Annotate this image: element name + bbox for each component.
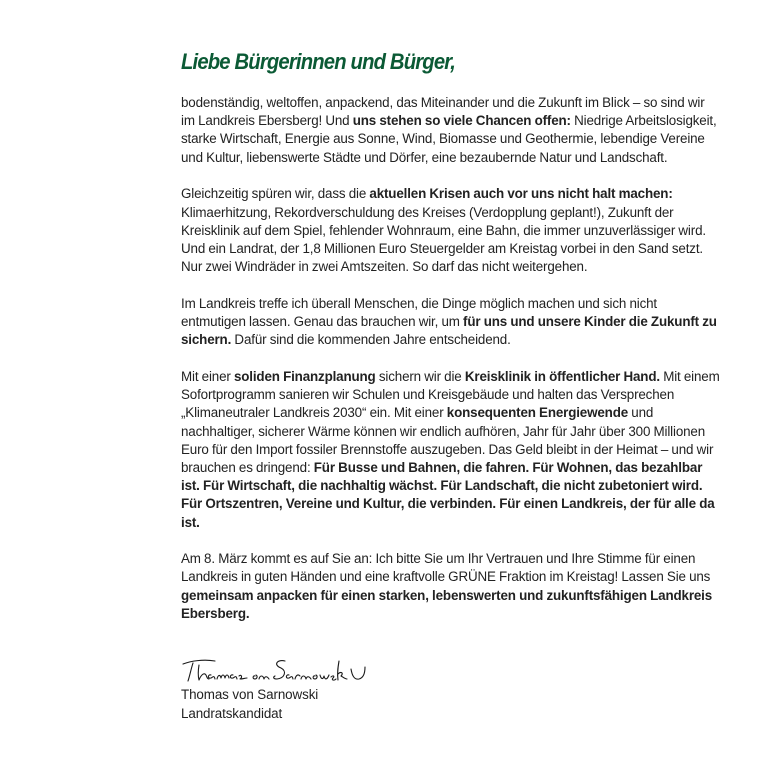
signature-block — [181, 655, 721, 723]
letter — [181, 48, 721, 723]
paragraph-program — [181, 368, 721, 532]
text-segment: Im Landkreis treffe ich überall Menschen, die Dinge möglich machen und sich nicht entmutigen lassen. Genau das brauchen wir, um — [181, 295, 657, 330]
paragraph-chances — [181, 94, 721, 167]
letter-body — [181, 94, 721, 623]
text-segment: Am 8. März kommt es auf Sie an: Ich bitte Sie um Ihr Vertrauen und Ihre Stimme für einen Landkreis in guten Händen und eine kraftvolle GRÜNE Fraktion im Kreistag! Lassen Sie uns — [181, 551, 711, 585]
text-segment: Klimaerhitzung, Rekordverschuldung des Kreises (Verdopplung geplant!), Zukunft der Kreisklinik auf dem Spiel, fehlender Wohnraum, eine Bahn, die immer unzuverlässiger wird. Und ein Landrat, der 1,8 Millionen Euro Steuergelder am Kreistag vorbei in den Sand setzt. Nur zwei Windräder in zwei Amtszeiten. So darf das nicht weitergehen. — [181, 204, 706, 275]
signer-title: Landratskandidat — [181, 706, 283, 722]
text-segment: und nachhaltiger, sicherer Wärme können wir endlich aufhören, Jahr für Jahr über 300 Millionen Euro für den Import fossiler Brennstoffe auszugeben. Das Geld bleibt in der Heimat – und wir brauchen es dringend: — [181, 405, 714, 475]
text-segment: Dafür sind die kommenden Jahre entscheidend. — [231, 332, 511, 348]
text-segment: Mit einem Sofortprogramm sanieren wir Schulen und Kreisgebäude und halten das Versprechen „Klimaneutraler Landkreis 2030“ ein. Mit einer — [181, 368, 720, 421]
emphasis-segment: für uns und unsere Kinder die Zukunft zu sichern. — [181, 314, 717, 348]
text-segment: Mit einer — [181, 368, 234, 384]
text-segment: bodenständig, weltoffen, anpackend, das Miteinander und die Zukunft im Blick – so sind wir im Landkreis Ebersberg! Und — [181, 95, 705, 129]
emphasis-segment: konsequenten Energiewende — [446, 405, 629, 421]
emphasis-segment: uns stehen so viele Chancen offen: — [352, 113, 571, 129]
text-segment: Niedrige Arbeitslosigkeit, starke Wirtschaft, Energie aus Sonne, Wind, Biomasse und Geothermie, lebendige Vereine und Kultur, liebenswerte Städte und Dörfer, eine bezaubernde Natur und Landschaft. — [181, 113, 717, 165]
text-segment: sichern wir die — [375, 368, 465, 384]
paragraph-crises — [181, 185, 721, 276]
emphasis-segment: Kreisklinik in öffentlicher Hand. — [464, 368, 660, 384]
paragraph-future — [181, 295, 721, 350]
emphasis-segment: Für Busse und Bahnen, die fahren. Für Wohnen, das bezahlbar ist. Für Wirtschaft, die nachhaltig wächst. Für Landschaft, die nicht zubetoniert wird. Für Ortszentren, Vereine und Kultur, die verbinden. Für einen Landkreis, der für alle da ist. — [181, 459, 715, 530]
handwritten-signature-icon — [181, 655, 381, 685]
emphasis-segment: gemeinsam anpacken für einen starken, lebenswerten und zukunftsfähigen Landkreis Ebersberg. — [181, 587, 713, 621]
paragraph-call-to-vote — [181, 550, 721, 623]
emphasis-segment: aktuellen Krisen auch vor uns nicht halt machen: — [369, 186, 673, 202]
letter-heading: Liebe Bürgerinnen und Bürger, — [181, 49, 456, 74]
signer-name: Thomas von Sarnowski — [181, 687, 319, 703]
text-segment: Gleichzeitig spüren wir, dass die — [181, 186, 370, 202]
emphasis-segment: soliden Finanzplanung — [233, 368, 376, 384]
